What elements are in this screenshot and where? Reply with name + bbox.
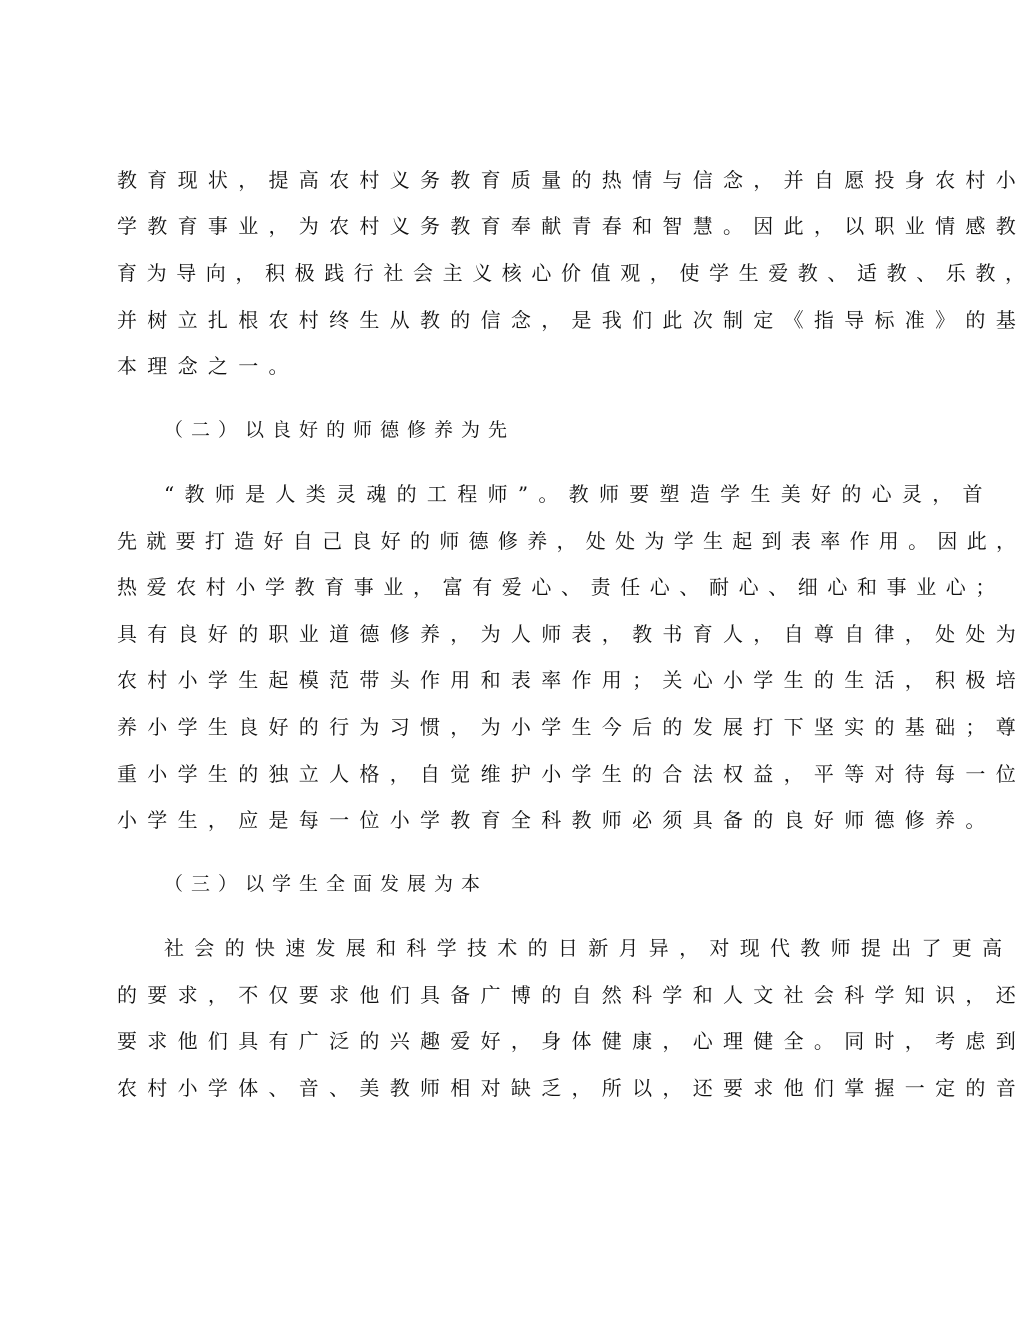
paragraph-line: 养小学生良好的行为习惯，为小学生今后的发展打下坚实的基础；尊 [117,715,1026,739]
section-heading-3: （三）以学生全面发展为本 [164,873,489,895]
section-heading-2: （二）以良好的师德修养为先 [164,419,516,441]
paragraph-line: 学教育事业，为农村义务教育奉献青春和智慧。因此，以职业情感教 [117,214,1026,238]
paragraph-line: 热爱农村小学教育事业，富有爱心、责任心、耐心、细心和事业心； [117,575,1005,599]
paragraph-line: 小学生，应是每一位小学教育全科教师必须具备的良好师德修养。 [117,808,996,832]
paragraph-line: 农村小学体、音、美教师相对缺乏，所以，还要求他们掌握一定的音 [117,1076,1026,1100]
paragraph-line: 重小学生的独立人格，自觉维护小学生的合法权益，平等对待每一位 [117,762,1026,786]
paragraph-line: 教育现状，提高农村义务教育质量的热情与信念，并自愿投身农村小 [117,168,1026,192]
paragraph-line: 的要求，不仅要求他们具备广博的自然科学和人文社会科学知识，还 [117,983,1026,1007]
paragraph-line: 具有良好的职业道德修养，为人师表，教书育人，自尊自律，处处为 [117,622,1026,646]
paragraph-line: 并树立扎根农村终生从教的信念，是我们此次制定《指导标准》的基 [117,308,1026,332]
paragraph-line: 育为导向，积极践行社会主义核心价值观，使学生爱教、适教、乐教， [117,261,1035,285]
paragraph-line: 要求他们具有广泛的兴趣爱好，身体健康，心理健全。同时，考虑到 [117,1029,1026,1053]
paragraph-line: 社会的快速发展和科学技术的日新月异，对现代教师提出了更高 [164,936,1013,960]
paragraph-line: 先就要打造好自己良好的师德修养，处处为学生起到表率作用。因此， [117,529,1026,553]
paragraph-line: 农村小学生起模范带头作用和表率作用；关心小学生的生活，积极培 [117,668,1026,692]
paragraph-line: “教师是人类灵魂的工程师”。教师要塑造学生美好的心灵，首 [164,482,993,506]
paragraph-line: 本理念之一。 [117,354,299,378]
